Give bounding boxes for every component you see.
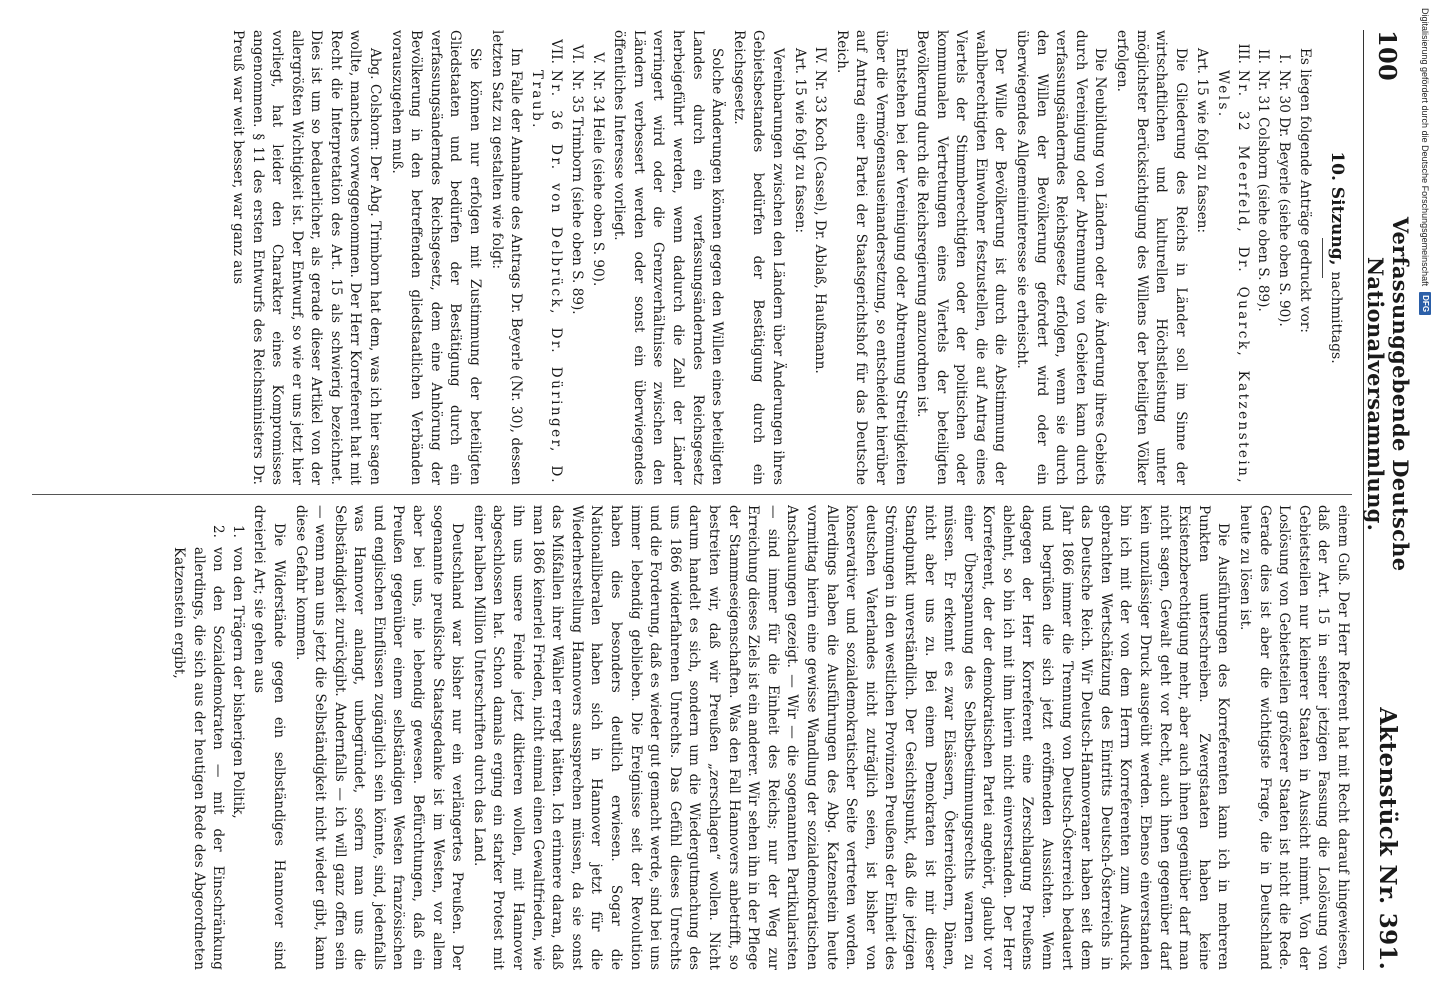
motion-number: V. (589, 52, 606, 64)
motion-number: VI. (569, 44, 586, 64)
dfg-logo: DFG (1419, 292, 1431, 315)
credit-text: Digitalisierung gefördert durch die Deutsche Forschungsgemeinschaft (1420, 8, 1430, 287)
motion-item (526, 30, 565, 485)
column-divider (32, 494, 1352, 495)
motion-item (566, 30, 586, 485)
page-number: 100 (1373, 30, 1403, 81)
paragraph: einem Guß. Der Herr Referent hat mit Recht darauf hingewiesen, daß der Art. 15 in seiner jetzigen Fassung die Loslösung von Gebietsteilen nur kleinerer Staaten in Aussicht nimmt. Von der Loslösung von Gebietsteilen größerer Staaten ist nicht die Rede. Gerade dies ist aber die wichtigste Frage, die in Deutschland heute zu lösen ist. (1237, 505, 1351, 970)
motion-item (587, 30, 607, 485)
motion-number: VII. (548, 39, 565, 64)
divider (1322, 238, 1323, 278)
session-subtitle: nachmittags. (1328, 271, 1344, 364)
left-column (28, 30, 1352, 485)
list-text: von den Sozialdemokraten — mit der Einschränkung allerdings, die sich aus der heutigen Rede des Abgeordneten Katzenstein ergibt, (170, 547, 227, 970)
paragraph: Deutschland war bisher nur ein verlängertes Preußen. Der sogenannte preußische Staatsgedanke ist im Westen, vor allem aber bei uns, nie lebendig gewesen. Befürchtungen, daß ein Preußen gegenüber einem selbständigen Westen französischen und englischen Einflüssen zugänglich sein könnte, sind, jedenfalls was Hannover anlangt, unbegründet, sofern man uns die Selbständigkeit zurückgibt. Andernfalls — ich will ganz offen sein — wenn man uns jetzt die Selbständigkeit nicht wieder gibt, kann diese Gefahr kommen. (292, 505, 466, 970)
quote-paragraph: Sie können nur erfolgen mit Zustimmung der beteiligten Gliedstaaten und bedürfen der Bestätigung durch ein verfassungsänderndes Reichsgesetz, dem eine Anhörung der Bevölkerung in den betreffenden gliedstaatlichen Verbänden vorauszugehen muß. (388, 30, 484, 485)
session-title: 10. Sitzung, (1327, 151, 1347, 266)
document-page (22, 20, 1412, 980)
motion-text: Nr. 32 Meerfeld, Dr. Quarck, Katzenstein, Wels. (1215, 70, 1251, 485)
list-number: 1. (229, 525, 246, 538)
list-number: 2. (210, 525, 227, 538)
document-reference: Aktenstück Nr. 391. (1374, 707, 1402, 970)
list-item (168, 525, 227, 970)
digitization-credit (1418, 8, 1432, 992)
quote-paragraph: Vereinbarungen zwischen den Ländern über Änderungen ihres Gebietsbestandes bedürfen der Bestätigung durch ein Reichsgesetz. (730, 30, 786, 485)
motion-text: Nr. 31 Colshorn (siehe oben S. 89). (1255, 70, 1272, 312)
motion-number: I. (1275, 54, 1292, 64)
paragraph: Die Ausführungen des Korreferenten kann ich in mehreren Punkten unterschreiben. Zwergstaaten haben keine Existenzberechtigung mehr, aber auch ihnen gegenüber darf man nicht sagen, Gewalt geht vor Recht, auch ihnen gegenüber darf kein unzulässiger Druck ausgeübt werden. Ebenso einverstanden bin ich mit der von dem Herrn Korreferenten zum Ausdruck gebrachten Wertschätzung des Eintritts Deutsch-Österreichs in das Deutsche Reich. Wir Deutsch-Hannoveraner haben seit dem Jahr 1866 immer die Trennung von Deutsch-Österreich bedauert und begrüßen die sich jetzt eröffnenden Aussichten. Wenn dagegen der Herr Korreferent eine Zerschlagung Preußens ablehnt, so bin ich mit ihm hierin nicht einverstanden. Der Herr Korreferent, der der demokratischen Partei angehört, glaubt vor einer Überspannung des Selbstbestimmungsrechts warnen zu müssen. Er erkennt es zwar Elsässern, Österreichern, Dänen, nicht aber uns zu. Bei einem Demokraten ist mir dieser Standpunkt unverständlich. Der Gesichtspunkt, daß die jetzigen Strömungen in den westlichen Provinzen Preußens der Einheit des deutschen Vaterlandes nicht zuträglich seien, ist bisher von konservativer und sozialdemokratischer Seite vertreten worden. Allerdings haben die Ausführungen des Abg. Katzenstein heute vormittag hierin eine gewisse Wandlung der sozialdemokratischen Anschauungen gezeigt. — Wir — die sogenannten Partikularisten — sind immer für die Einheit des Reichs; nur der Weg zur Erreichung dieses Ziels ist ein anderer. Wir sehen ihn in der Pflege der Stammeseigenschaften. Was den Fall Hannovers anbetrifft, so bestreiten wir, daß wir Preußen „zerschlagen“ wollen. Nicht darum handelt es sich, sondern um die Wiedergutmachung des uns 1866 widerfahrenen Unrechts. Das Gefühl dieses Unrechts und die Forderung, daß es wieder gut gemacht werde, sind bei uns immer lebendig geblieben. Die Ereignisse seit der Revolution haben dies besonders deutlich erwiesen. Sogar die Nationalliberalen haben sich in Hannover jetzt für die Wiederherstellung Hannovers aussprechen müssen, da sie sonst das Mißfallen ihrer Wähler erregt hätten. Ich erinnere daran, daß man 1866 keinerlei Frieden, nicht einmal einen Gewaltfrieden, wie ihn uns unsere Feinde jetzt diktieren wollen, mit Hannover abgeschlossen hat. Schon damals erging ein starker Protest mit einer halben Million Unterschriften durch das Land. (470, 505, 1232, 970)
quote-paragraph: Die Neubildung von Ländern oder die Änderung ihres Gebiets durch Vereinigung oder Abtrennung von Gebieten kann durch verfassungsänderndes Reichsgesetz erfolgen, wenn sie durch den Willen der Bevölkerung gefordert wird oder ein überwiegendes Allgemeininteresse sie erheischt. (1014, 30, 1109, 485)
quote-paragraph: Solche Änderungen können gegen den Willen eines beteiligten Landes durch ein verfassungsänderndes Reichsgesetz herbeigeführt werden, wenn dadurch die Zahl der Länder verringert wird oder die Grenzverhältnisse zwischen den Ländern verbessert werden oder sonst ein überwiegendes öffentliches Interesse vorliegt. (611, 30, 726, 485)
quote-paragraph: Der Wille der Bevölkerung ist durch die Abstimmung der wahlberechtigten Einwohner festzustellen, die auf Antrag eines Viertels der Stimmberechtigten oder der politischen oder kommunalen Vertretungen eines Viertels der beteiligten Bevölkerung durch die Reichsregierung anzuordnen ist. (914, 30, 1009, 485)
speech-colshorn: Abg. Colshorn: Der Abg. Trimborn hat dem, was ich hier sagen wollte, manches vorweggenommen. Der Herr Korreferent hat mit Recht die Interpretation des Art. 15 als schwierig bezeichnet. Dies ist um so bedauerlicher, als gerade dieser Artikel von der allergrößten Wichtigkeit ist. Der Entwurf, so wie er uns jetzt hier vorliegt, hat leider den Charakter eines Kompromisses angenommen. § 11 des ersten Entwurfs des Reichsministers Dr. Preuß war weit besser, war ganz aus (229, 30, 384, 485)
motion-item (1212, 30, 1251, 485)
list-text: von den Trägern der bisherigen Politik, (229, 547, 246, 819)
motion-text: Nr. 36 Dr. von Delbrück, Dr. Düringer, D. Traub. (528, 70, 565, 485)
header-title: Verfassunggebende Deutsche Nationalversammlung. (1363, 216, 1413, 572)
article-instruction: Art. 15 wie folgt zu fassen: (1194, 48, 1211, 234)
motion-item (810, 30, 830, 485)
motion-item (1253, 30, 1273, 485)
motion-text: Nr. 33 Koch (Cassel), Dr. Ablaß, Haußmann. (812, 70, 829, 374)
motion-text: Nr. 35 Trimborn (siehe oben S. 89). (569, 70, 586, 315)
motion-number: III. (1234, 43, 1251, 64)
article-instruction: Art. 15 wie folgt zu fassen: (791, 48, 808, 234)
running-head (1363, 30, 1413, 970)
quote-paragraph: Entstehen bei der Vereinigung oder Abtrennung Streitigkeiten über die Vermögensauseinandersetzung, so entscheidet hierüber auf Antrag einer Partei der Staatsgerichtshof für das Deutsche Reich. (833, 30, 909, 485)
motion-item (1273, 30, 1293, 485)
quote-paragraph: Die Gliederung des Reichs in Länder soll im Sinne der wirtschaftlichen und kulturellen Höchstleistung unter möglichster Berücksichtigung des Willens der beteiligten Völker erfolgen. (1114, 30, 1189, 485)
motion-number: II. (1255, 48, 1272, 64)
motion-text: Nr. 30 Dr. Beyerle (siehe oben S. 90). (1275, 70, 1292, 327)
annahme-paragraph: Im Falle der Annahme des Antrags Dr. Beyerle (Nr. 30), dessen letzten Satz zu gestalten wie folgt: (488, 30, 525, 485)
motions-intro: Es liegen folgende Anträge gedruckt vor: (1297, 48, 1314, 333)
motion-number: IV. (812, 46, 829, 64)
list-item (227, 525, 247, 970)
right-column (28, 505, 1352, 970)
paragraph: Die Widerstände gegen ein selbständiges Hannover sind dreierlei Art; sie gehen aus (251, 505, 287, 970)
session-heading (1325, 30, 1346, 485)
motion-text: Nr. 34 Heile (siehe oben S. 90). (589, 70, 606, 287)
